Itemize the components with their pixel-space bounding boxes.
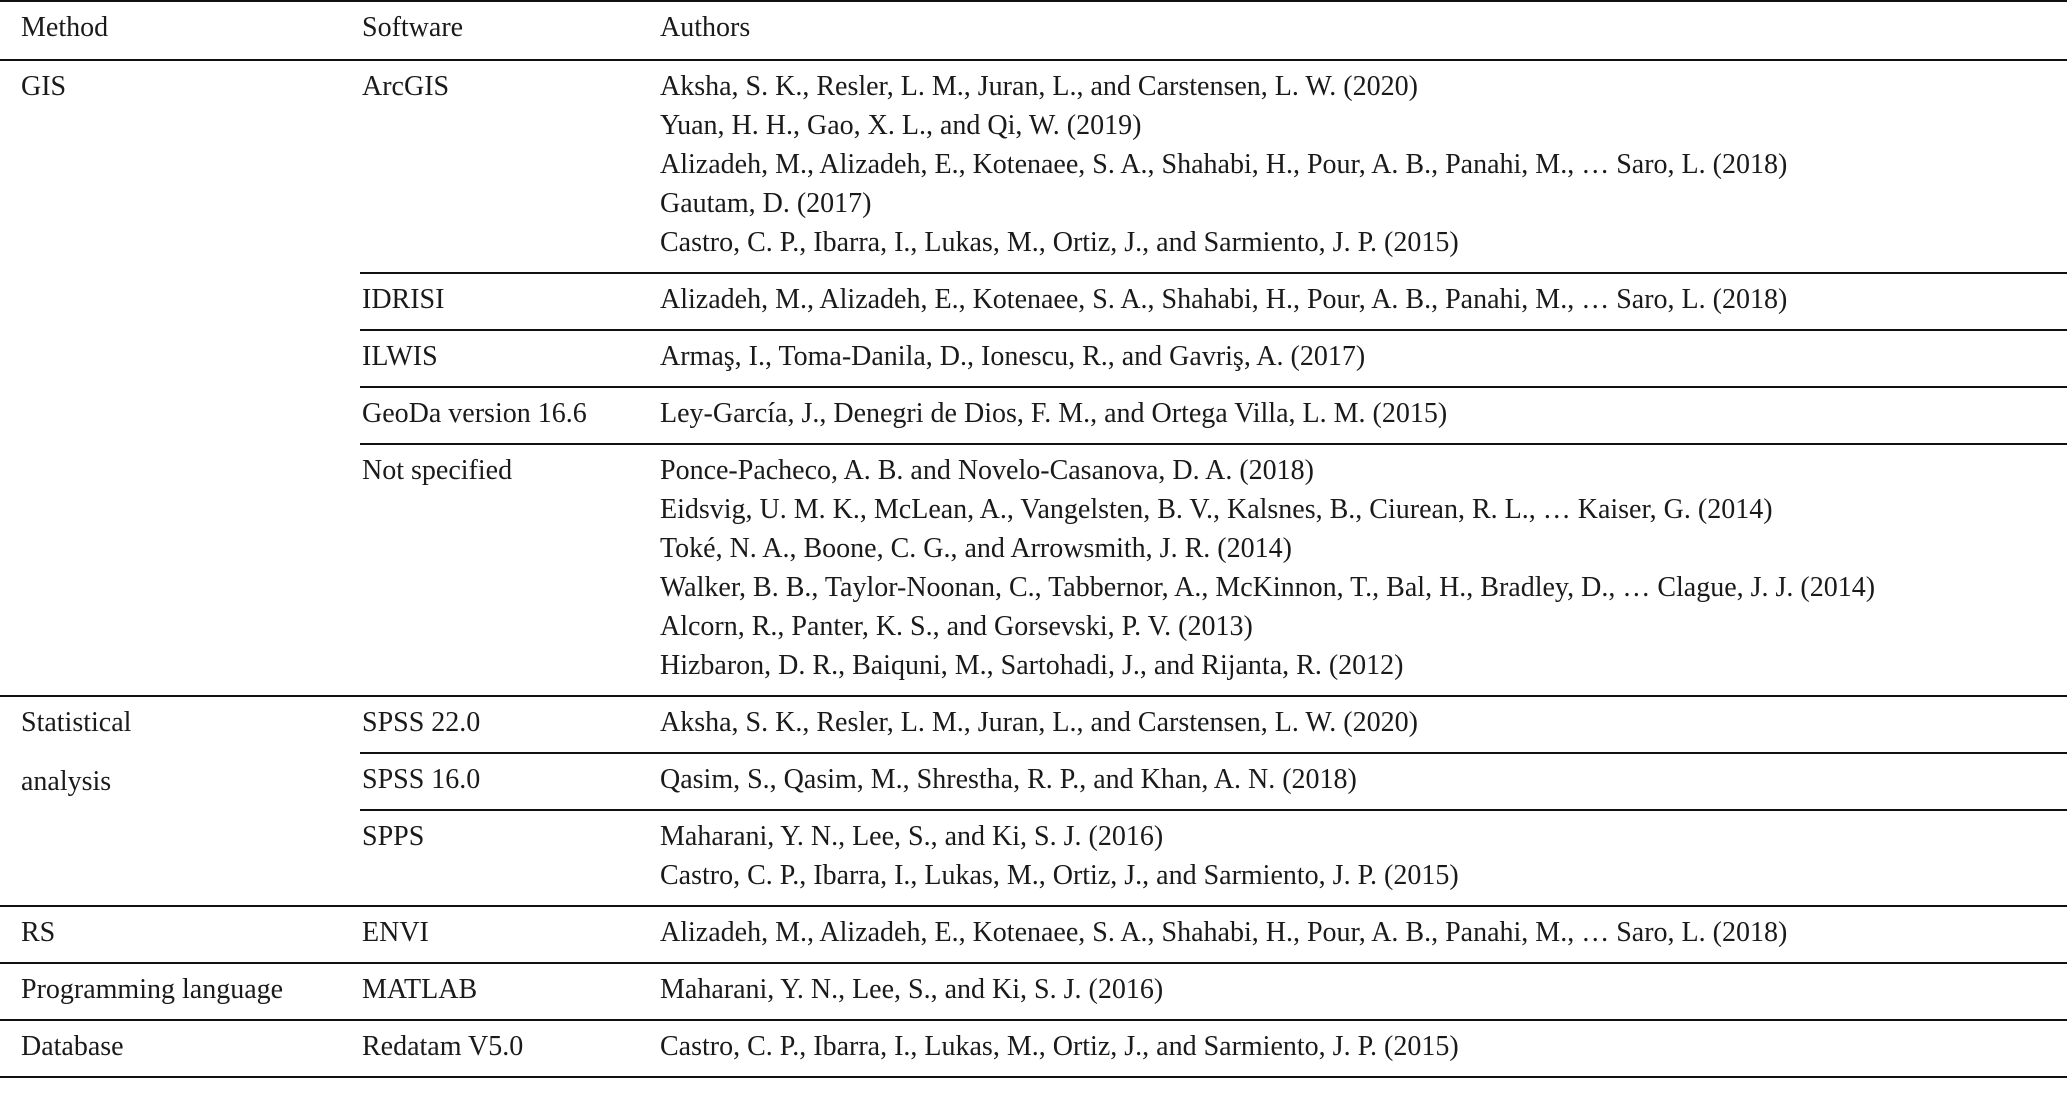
method-cell <box>21 913 55 952</box>
row-rule <box>360 809 2067 811</box>
method-cell <box>21 970 283 1009</box>
row-rule <box>360 386 2067 388</box>
software-cell: MATLAB <box>362 974 478 1005</box>
authors-cell <box>660 337 1365 376</box>
row-rule <box>360 272 2067 274</box>
software-cell: ArcGIS <box>362 71 450 102</box>
authors-cell-line: Aksha, S. K., Resler, L. M., Juran, L., and Carstensen, L. W. (2020) <box>660 707 1418 738</box>
method-line: analysis <box>21 766 112 797</box>
header-rule <box>0 59 2067 61</box>
group-rule <box>0 695 2067 697</box>
method-line: Programming language <box>21 974 284 1005</box>
authors-cell-line: Yuan, H. H., Gao, X. L., and Qi, W. (2019) <box>660 110 1142 141</box>
authors-cell-line: Qasim, S., Qasim, M., Shrestha, R. P., and Khan, A. N. (2018) <box>660 764 1357 795</box>
authors-cell <box>660 67 1787 262</box>
authors-cell-line: Maharani, Y. N., Lee, S., and Ki, S. J. (2016) <box>660 821 1164 852</box>
authors-cell-line: Alizadeh, M., Alizadeh, E., Kotenaee, S. A., Shahabi, H., Pour, A. B., Panahi, M., … Saro, L. (2018) <box>660 149 1788 180</box>
authors-cell <box>660 451 1875 685</box>
authors-cell-line: Walker, B. B., Taylor-Noonan, C., Tabbernor, A., McKinnon, T., Bal, H., Bradley, D., … Clague, J. J. (2014) <box>660 572 1876 603</box>
software-cell: ENVI <box>362 917 429 948</box>
software-cell: GeoDa version 16.6 <box>362 398 587 429</box>
authors-cell-line: Ley-García, J., Denegri de Dios, F. M., and Ortega Villa, L. M. (2015) <box>660 398 1448 429</box>
group-rule <box>0 905 2067 907</box>
table-top-rule <box>0 0 2067 2</box>
authors-cell-line: Castro, C. P., Ibarra, I., Lukas, M., Ortiz, J., and Sarmiento, J. P. (2015) <box>660 1031 1459 1062</box>
authors-cell <box>660 703 1418 742</box>
authors-cell-line: Aksha, S. K., Resler, L. M., Juran, L., and Carstensen, L. W. (2020) <box>660 71 1418 102</box>
authors-cell-line: Eidsvig, U. M. K., McLean, A., Vangelsten, B. V., Kalsnes, B., Ciurean, R. L., … Kaiser, G. (2014) <box>660 494 1773 525</box>
software-cell: SPPS <box>362 821 425 852</box>
row-rule <box>360 329 2067 331</box>
software-cell: SPSS 22.0 <box>362 707 481 738</box>
authors-cell <box>660 394 1447 433</box>
authors-cell-line: Hizbaron, D. R., Baiquni, M., Sartohadi, J., and Rijanta, R. (2012) <box>660 650 1404 681</box>
header-software: Software <box>362 12 464 43</box>
method-cell <box>21 1027 124 1066</box>
authors-cell <box>660 280 1787 319</box>
authors-cell-line: Toké, N. A., Boone, C. G., and Arrowsmith, J. R. (2014) <box>660 533 1292 564</box>
row-rule <box>360 752 2067 754</box>
authors-cell-line: Maharani, Y. N., Lee, S., and Ki, S. J. (2016) <box>660 974 1164 1005</box>
authors-cell-line: Castro, C. P., Ibarra, I., Lukas, M., Ortiz, J., and Sarmiento, J. P. (2015) <box>660 227 1459 258</box>
method-line: GIS <box>21 71 67 102</box>
authors-cell <box>660 970 1163 1009</box>
software-cell: ILWIS <box>362 341 438 372</box>
authors-cell-line: Castro, C. P., Ibarra, I., Lukas, M., Ortiz, J., and Sarmiento, J. P. (2015) <box>660 860 1459 891</box>
authors-cell-line: Alcorn, R., Panter, K. S., and Gorsevski, P. V. (2013) <box>660 611 1253 642</box>
table-bottom-rule <box>0 1076 2067 1078</box>
method-line: Database <box>21 1031 124 1062</box>
software-cell: Redatam V5.0 <box>362 1031 524 1062</box>
authors-cell <box>660 1027 1459 1066</box>
authors-cell-line: Alizadeh, M., Alizadeh, E., Kotenaee, S. A., Shahabi, H., Pour, A. B., Panahi, M., … Saro, L. (2018) <box>660 917 1788 948</box>
authors-cell-line: Armaş, I., Toma-Danila, D., Ionescu, R., and Gavriş, A. (2017) <box>660 341 1366 372</box>
software-cell: SPSS 16.0 <box>362 764 481 795</box>
group-rule <box>0 1019 2067 1021</box>
authors-cell-line: Ponce-Pacheco, A. B. and Novelo-Casanova, D. A. (2018) <box>660 455 1314 486</box>
authors-cell-line: Gautam, D. (2017) <box>660 188 872 219</box>
authors-cell-line: Alizadeh, M., Alizadeh, E., Kotenaee, S. A., Shahabi, H., Pour, A. B., Panahi, M., … Saro, L. (2018) <box>660 284 1788 315</box>
group-rule <box>0 962 2067 964</box>
row-rule <box>360 443 2067 445</box>
authors-cell <box>660 913 1787 952</box>
header-authors: Authors <box>660 12 751 43</box>
authors-cell <box>660 817 1459 895</box>
method-cell <box>21 67 66 106</box>
method-line: Statistical <box>21 707 132 738</box>
method-line: RS <box>21 917 56 948</box>
header-method: Method <box>21 12 109 43</box>
authors-cell <box>660 760 1357 799</box>
method-cell <box>21 703 131 821</box>
software-cell: IDRISI <box>362 284 445 315</box>
software-cell: Not specified <box>362 455 513 486</box>
